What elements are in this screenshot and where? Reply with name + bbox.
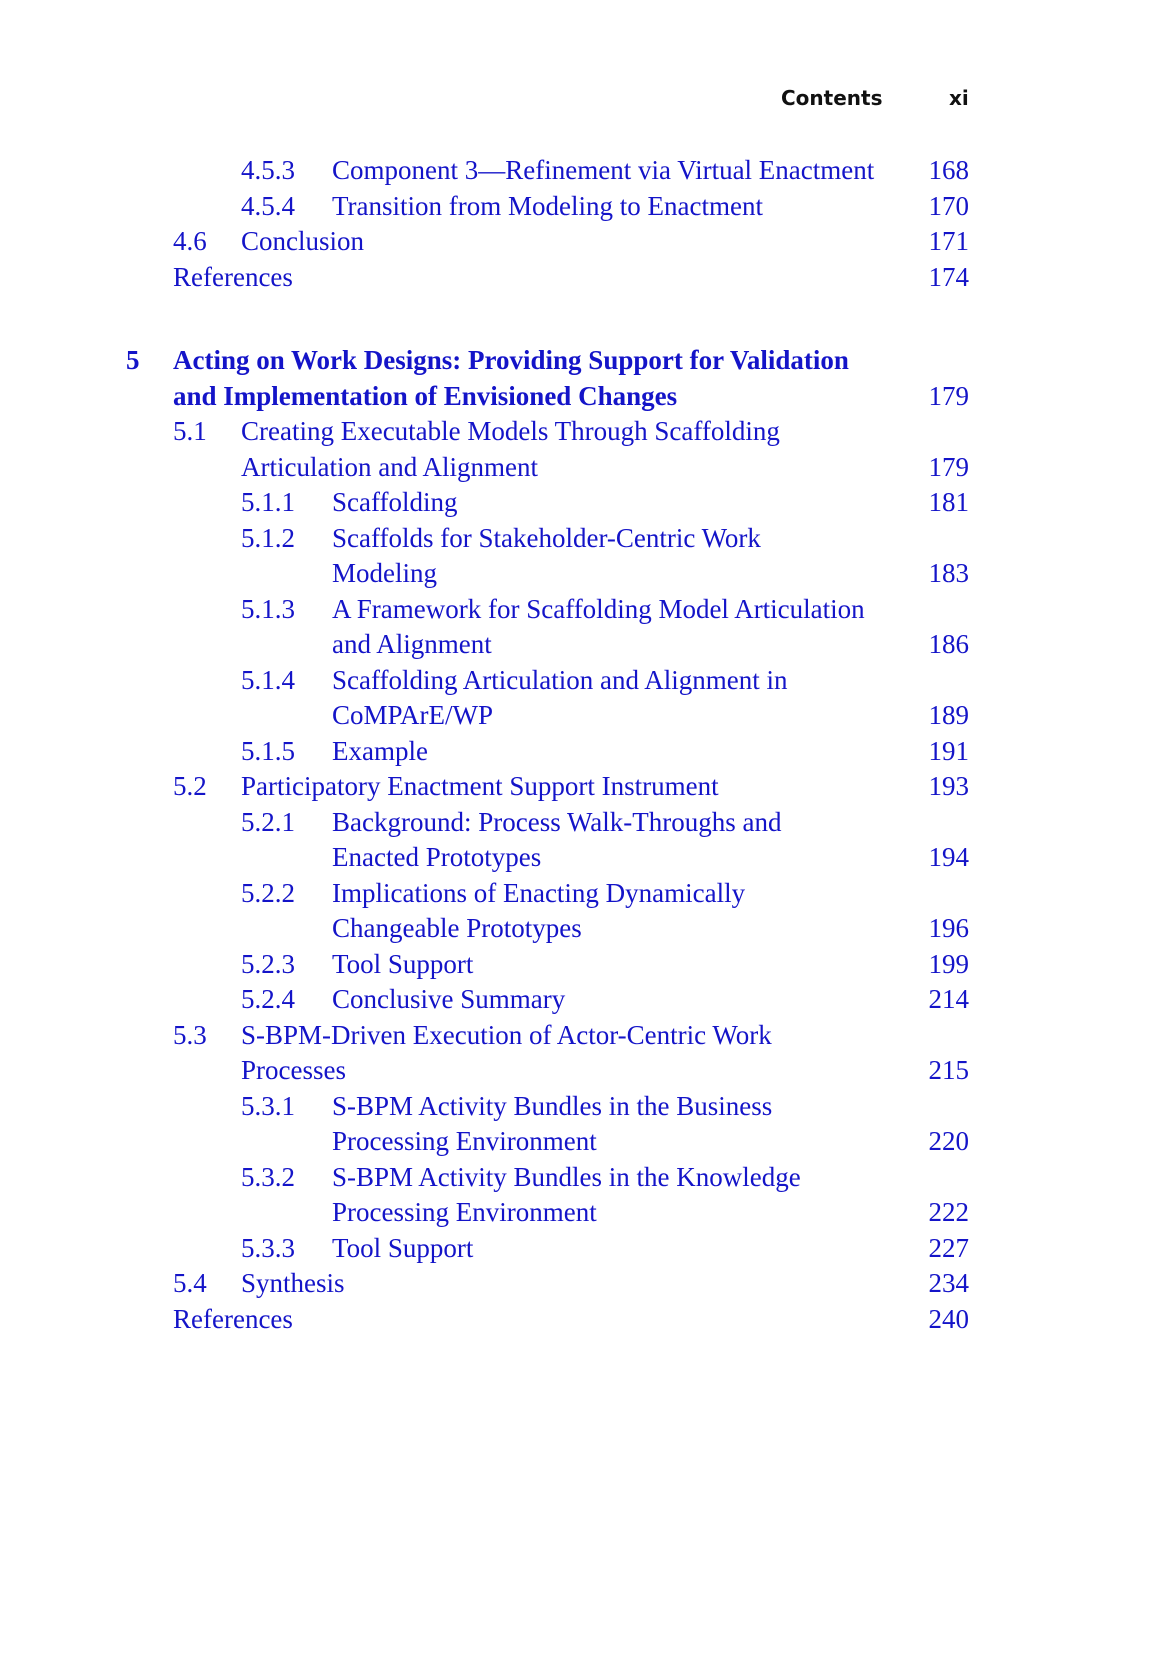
toc-entry-page-number[interactable]: 240 (928, 1303, 969, 1334)
toc-entry-title[interactable]: Participatory Enactment Support Instrument (241, 771, 719, 801)
toc-entry-title[interactable]: CoMPArE/WP (332, 700, 494, 730)
toc-entry-page-number[interactable]: 186 (928, 629, 969, 659)
toc-entry-number: 5.1.1 (241, 487, 295, 517)
toc-entry-page-number[interactable]: 220 (928, 1126, 969, 1156)
toc-entry-number: 5.3.2 (241, 1161, 295, 1192)
toc-entry-page-number[interactable]: 191 (928, 735, 969, 766)
toc-entry-number: 5.1.5 (241, 735, 295, 766)
toc-entry-title[interactable]: Component 3—Refinement via Virtual Enactment (332, 155, 875, 185)
toc-entry-title[interactable]: Implications of Enacting Dynamically (332, 877, 746, 908)
toc-entry-number: 5 (126, 345, 140, 375)
toc-entry-page-number[interactable]: 199 (928, 948, 969, 979)
toc-entry-number: 5.2.3 (241, 948, 295, 979)
toc-entry-page-number[interactable]: 168 (928, 155, 969, 185)
toc-entry-title[interactable]: and Alignment (332, 629, 492, 659)
toc-entry-page-number[interactable]: 174 (928, 261, 969, 292)
toc-entry-number: 5.3 (173, 1019, 207, 1050)
toc-entry-page-number[interactable]: 189 (928, 700, 969, 730)
toc-entry-title[interactable]: Articulation and Alignment (241, 451, 538, 482)
toc-entry-title[interactable]: Tool Support (332, 1232, 474, 1263)
toc-entry-number: 4.5.4 (241, 190, 295, 221)
toc-entry-number: 5.1.2 (241, 522, 295, 553)
toc-entry-number: 4.5.3 (241, 155, 295, 185)
toc-entry-page-number[interactable]: 227 (928, 1232, 969, 1263)
toc-entry-number: 5.1.4 (241, 664, 295, 695)
toc-entry-title[interactable]: Synthesis (241, 1268, 345, 1298)
toc-entry-title[interactable]: Processing Environment (332, 1197, 597, 1227)
toc-entry-page-number[interactable]: 196 (928, 913, 969, 943)
toc-entry-page-number[interactable]: 183 (928, 558, 969, 588)
toc-entry-title[interactable]: Scaffolds for Stakeholder-Centric Work (332, 522, 761, 553)
toc-entry-title[interactable]: Acting on Work Designs: Providing Support for Validation (173, 345, 849, 375)
toc-entry-title[interactable]: Background: Process Walk-Throughs and (332, 806, 782, 837)
toc-entry-title[interactable]: References (173, 261, 293, 292)
toc-entry-page-number[interactable]: 234 (928, 1268, 969, 1298)
toc-entry-page-number[interactable]: 214 (928, 984, 969, 1014)
running-header-title: Contents (781, 86, 883, 110)
running-header-page-number: xi (949, 86, 969, 110)
toc-entry-title[interactable]: Tool Support (332, 948, 474, 979)
toc-entry-title[interactable]: and Implementation of Envisioned Changes (173, 380, 678, 411)
toc-entry-number: 5.3.1 (241, 1090, 295, 1121)
toc-entry-page-number[interactable]: 215 (928, 1055, 969, 1085)
toc-entry-title[interactable]: References (173, 1303, 293, 1334)
toc-entry-title[interactable]: Processing Environment (332, 1126, 597, 1156)
toc-entry-page-number[interactable]: 181 (928, 487, 969, 517)
toc-entry-title[interactable]: Processes (241, 1055, 346, 1085)
toc-entry-page-number[interactable]: 171 (928, 226, 969, 256)
toc-entry-number: 5.2.4 (241, 984, 295, 1014)
toc-entry-number: 5.1 (173, 416, 207, 446)
toc-entry-number: 5.2.1 (241, 806, 295, 837)
toc-entry-page-number[interactable]: 193 (928, 771, 969, 801)
toc-entry-number: 5.2 (173, 771, 207, 801)
toc-entry-number: 5.4 (173, 1268, 207, 1298)
toc-entry-number: 5.2.2 (241, 877, 295, 908)
toc-entry-title[interactable]: Transition from Modeling to Enactment (332, 190, 763, 221)
toc-entry-page-number[interactable]: 194 (928, 842, 969, 872)
toc-entry-title[interactable]: Modeling (332, 558, 437, 588)
toc-entry-page-number[interactable]: 179 (928, 451, 969, 482)
toc-entry-title[interactable]: Example (332, 735, 428, 766)
toc-entry-title[interactable]: S-BPM Activity Bundles in the Business (332, 1090, 773, 1121)
toc-entry-title[interactable]: Scaffolding Articulation and Alignment in (332, 664, 788, 695)
toc-entry-number: 5.3.3 (241, 1232, 295, 1263)
toc-entry-title[interactable]: Scaffolding (332, 487, 458, 517)
toc-entry-title[interactable]: Enacted Prototypes (332, 842, 542, 872)
toc-entry-page-number[interactable]: 222 (928, 1197, 969, 1227)
toc-entry-title[interactable]: S-BPM Activity Bundles in the Knowledge (332, 1161, 801, 1192)
toc-entry-title[interactable]: Creating Executable Models Through Scaffolding (241, 416, 780, 446)
toc-entry-page-number[interactable]: 179 (928, 380, 969, 411)
toc-entry-number: 4.6 (173, 226, 207, 256)
toc-entry-title[interactable]: S-BPM-Driven Execution of Actor-Centric Work (241, 1019, 772, 1050)
toc-entry-title[interactable]: A Framework for Scaffolding Model Articulation (332, 593, 865, 624)
toc-entry-title[interactable]: Conclusive Summary (332, 984, 566, 1014)
toc-entry-title[interactable]: Changeable Prototypes (332, 913, 582, 943)
toc-entry-title[interactable]: Conclusion (241, 226, 365, 256)
toc-entry-page-number[interactable]: 170 (928, 190, 969, 221)
toc-entry-number: 5.1.3 (241, 593, 295, 624)
